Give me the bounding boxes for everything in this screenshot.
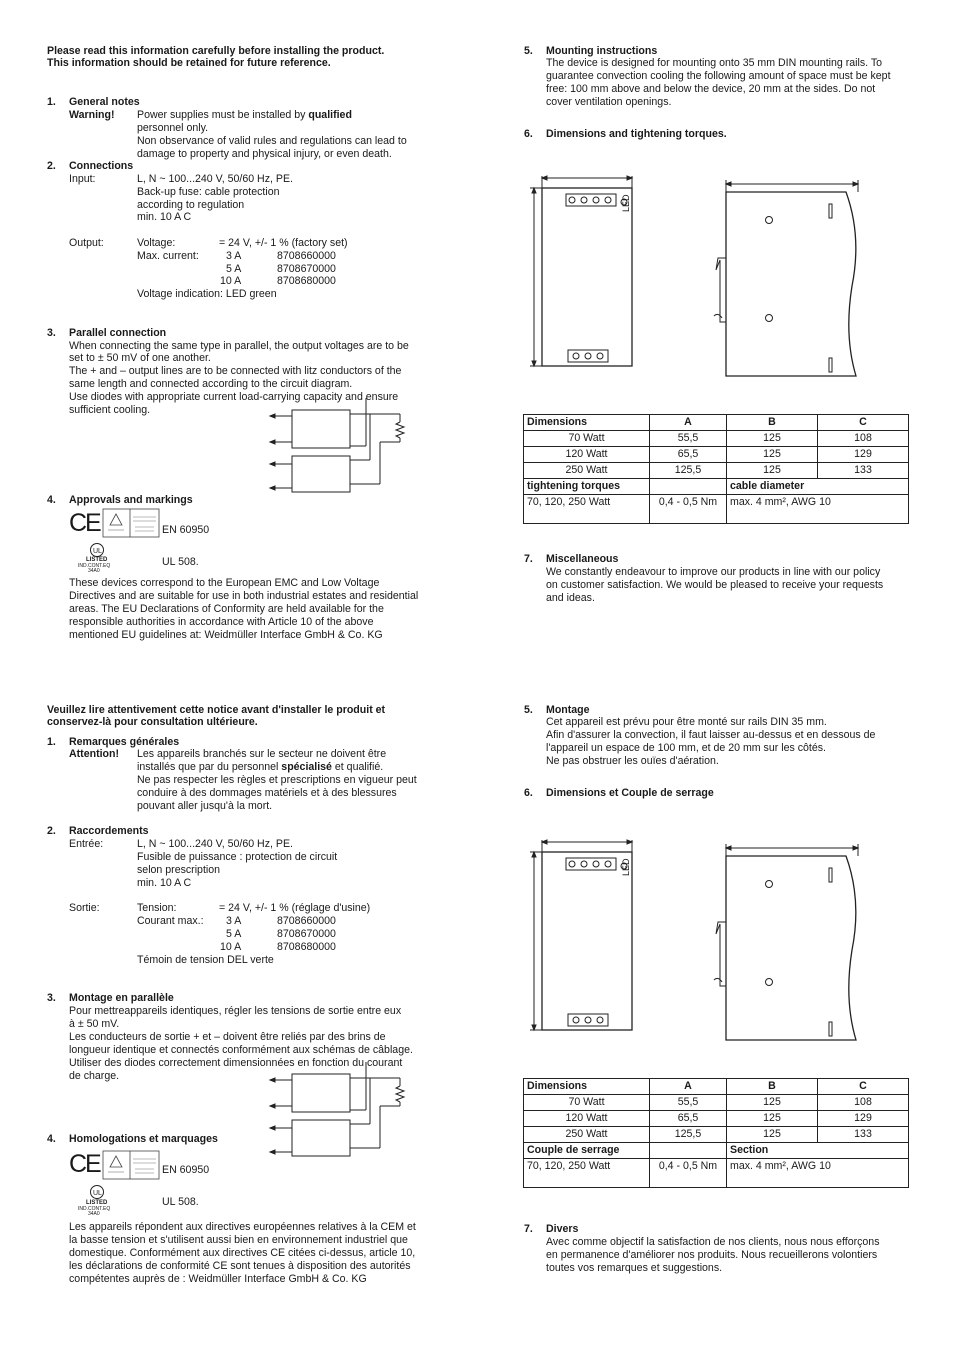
table-cell: 108: [818, 1095, 909, 1111]
table-cell: 70 Watt: [524, 1095, 650, 1111]
table-header: tightening torques: [524, 479, 650, 495]
article-number: 8708680000: [277, 275, 336, 287]
paragraph-line: Utiliser des diodes correctement dimensionnées en fonction du courant: [69, 1057, 403, 1069]
warning-label: Attention!: [69, 748, 120, 760]
section-title: Montage: [546, 704, 590, 716]
current-value: 5 A: [226, 928, 242, 940]
warning-line: Ne pas respecter les règles et prescriptions en vigueur peut: [137, 774, 417, 786]
section-title: Raccordements: [69, 825, 149, 837]
table-cell: 70, 120, 250 Watt: [524, 495, 650, 524]
table-row: [524, 1111, 909, 1127]
voltage-indication: Témoin de tension DEL verte: [137, 954, 274, 966]
input-line: Back-up fuse: cable protection: [137, 186, 280, 198]
table-row: [524, 431, 909, 447]
intro-line-1: Please read this information carefully before installing the product.: [47, 45, 385, 57]
paragraph-line: Afin d'assurer la convection, il faut laisser au-dessus et en dessous de: [546, 729, 876, 741]
current-value: 10 A: [220, 941, 242, 953]
ce-mark: CE: [69, 509, 100, 537]
warning-line: Non observance of valid rules and regulations can lead to: [137, 135, 407, 147]
table-row: [524, 1159, 909, 1188]
section-title: Dimensions et Couple de serrage: [546, 787, 714, 799]
section-title: Dimensions and tightening torques.: [546, 128, 727, 140]
dimensions-table: [523, 414, 909, 524]
table-cell: 108: [818, 431, 909, 447]
table-cell: 125,5: [650, 463, 727, 479]
input-line: L, N ~ 100...240 V, 50/60 Hz, PE.: [137, 838, 293, 850]
table-cell: 120 Watt: [524, 1111, 650, 1127]
paragraph-line: The + and – output lines are to be connected with litz conductors of the: [69, 365, 402, 377]
paragraph-line: mentioned EU guidelines at: Weidmüller Interface GmbH & Co. KG: [69, 629, 383, 641]
input-line: min. 10 A C: [137, 211, 192, 223]
table-cell: 133: [818, 1127, 909, 1143]
warning-label: Warning!: [69, 109, 115, 121]
parallel-circuit-diagram: [268, 396, 418, 496]
table-header: Dimensions: [524, 415, 650, 431]
paragraph-line: on customer satisfaction. We would be pleased to receive your requests: [546, 579, 884, 591]
table-header: A: [650, 415, 727, 431]
ul-number: 34A0: [88, 1211, 100, 1217]
paragraph-line: Les appareils répondent aux directives européennes relatives à la CEM et: [69, 1221, 416, 1233]
paragraph-line: la basse tension et s'utilisent aussi bien en environnement industriel que: [69, 1234, 408, 1246]
voltage-indication: Voltage indication: LED green: [137, 288, 277, 300]
paragraph-line: These devices correspond to the European EMC and Low Voltage: [69, 577, 380, 589]
table-header: C: [818, 1079, 909, 1095]
tuv-mark-icon: [102, 508, 160, 538]
table-cell: 250 Watt: [524, 1127, 650, 1143]
section-number: 2.: [47, 825, 56, 837]
standard-en: EN 60950: [162, 524, 210, 536]
section-title: Homologations et marquages: [69, 1133, 218, 1145]
section-number: 2.: [47, 160, 56, 172]
output-label: Sortie:: [69, 902, 100, 914]
table-row: [524, 495, 909, 524]
paragraph-line: en permanence d'améliorer nos produits. Nous recueillerons volontiers: [546, 1249, 878, 1261]
paragraph-line: guarantee convection cooling the following amount of space must be kept: [546, 70, 891, 82]
table-row: [524, 447, 909, 463]
table-cell: 0,4 - 0,5 Nm: [650, 495, 727, 524]
paragraph-line: l'appareil un espace de 100 mm, et de 20 mm sur les côtés.: [546, 742, 826, 754]
paragraph-line: à ± 50 mV.: [69, 1018, 120, 1030]
section-number: 1.: [47, 736, 56, 748]
current-value: 10 A: [220, 275, 242, 287]
paragraph-line: Use diodes with appropriate current load-carrying capacity and ensure: [69, 391, 399, 403]
table-row: [524, 1095, 909, 1111]
voltage-label: Tension:: [137, 902, 177, 914]
table-header: cable diameter: [727, 479, 909, 495]
table-cell: 0,4 - 0,5 Nm: [650, 1159, 727, 1188]
table-row: [524, 1127, 909, 1143]
table-subheader-row: [524, 479, 909, 495]
paragraph-line: les déclarations de conformité CE sont tenues à disposition des autorités: [69, 1260, 411, 1272]
table-header-row: [524, 415, 909, 431]
table-header-row: [524, 1079, 909, 1095]
table-cell: 70, 120, 250 Watt: [524, 1159, 650, 1188]
intro-line-1: Veuillez lire attentivement cette notice avant d'installer le produit et: [47, 704, 386, 716]
paragraph-line: responsible authorities in accordance with Article 10 of the above: [69, 616, 374, 628]
section-title: Parallel connection: [69, 327, 167, 339]
table-header: Couple de serrage: [524, 1143, 650, 1159]
paragraph-line: We constantly endeavour to improve our products in line with our policy: [546, 566, 881, 578]
article-number: 8708660000: [277, 915, 336, 927]
table-cell: 70 Watt: [524, 431, 650, 447]
side-view-drawing: [712, 176, 862, 378]
input-label: Entrée:: [69, 838, 104, 850]
intro-line-2: conservez-là pour consultation ultérieure.: [47, 716, 258, 728]
ul-logo-icon: [84, 1184, 110, 1200]
current-value: 3 A: [226, 250, 242, 262]
input-line: Fusible de puissance : protection de circuit: [137, 851, 338, 863]
table-cell: 129: [818, 447, 909, 463]
current-value: 3 A: [226, 915, 242, 927]
svg-text:UL: UL: [93, 548, 102, 555]
section-title: General notes: [69, 96, 140, 108]
section-number: 7.: [524, 1223, 533, 1235]
intro-line-2: This information should be retained for future reference.: [47, 57, 331, 69]
section-number: 4.: [47, 494, 56, 506]
paragraph-line: set to ± 50 mV of one another.: [69, 352, 211, 364]
table-cell: max. 4 mm², AWG 10: [727, 495, 909, 524]
standard-ul: UL 508.: [162, 1196, 199, 1208]
paragraph-line: areas. The EU Declarations of Conformity are held available for the: [69, 603, 384, 615]
table-cell: 65,5: [650, 1111, 727, 1127]
parallel-circuit-diagram: [268, 1060, 418, 1160]
table-header: Dimensions: [524, 1079, 650, 1095]
section-number: 1.: [47, 96, 56, 108]
section-number: 6.: [524, 787, 533, 799]
input-line: L, N ~ 100...240 V, 50/60 Hz, PE.: [137, 173, 293, 185]
table-cell: [650, 1143, 727, 1159]
article-number: 8708680000: [277, 941, 336, 953]
table-cell: 125,5: [650, 1127, 727, 1143]
input-line: according to regulation: [137, 199, 245, 211]
section-title: Montage en parallèle: [69, 992, 174, 1004]
standard-en: EN 60950: [162, 1164, 210, 1176]
tuv-mark-icon: [102, 1150, 160, 1180]
paragraph-line: Cet appareil est prévu pour être monté sur rails DIN 35 mm.: [546, 716, 827, 728]
table-cell: 65,5: [650, 447, 727, 463]
paragraph-line: toutes vos remarques et suggestions.: [546, 1262, 723, 1274]
section-number: 4.: [47, 1133, 56, 1145]
section-title: Miscellaneous: [546, 553, 619, 565]
table-cell: max. 4 mm², AWG 10: [727, 1159, 909, 1188]
warning-text: Power supplies must be installed by qualified: [137, 109, 352, 121]
warning-line: personnel only.: [137, 122, 209, 134]
input-line: min. 10 A C: [137, 877, 192, 889]
table-header: C: [818, 415, 909, 431]
table-cell: 125: [727, 431, 818, 447]
paragraph-line: Les conducteurs de sortie + et – doivent être reliés par des brins de: [69, 1031, 386, 1043]
paragraph-line: When connecting the same type in parallel, the output voltages are to be: [69, 340, 409, 352]
table-cell: 133: [818, 463, 909, 479]
section-title: Connections: [69, 160, 134, 172]
table-cell: 120 Watt: [524, 447, 650, 463]
section-number: 5.: [524, 704, 533, 716]
paragraph-line: Avec comme objectif la satisfaction de nos clients, nous nous efforçons: [546, 1236, 880, 1248]
table-cell: 55,5: [650, 1095, 727, 1111]
voltage-value: = 24 V, +/- 1 % (réglage d'usine): [219, 902, 371, 914]
led-label: LED: [621, 194, 631, 212]
section-number: 3.: [47, 992, 56, 1004]
ul-listed: LISTED: [86, 557, 108, 563]
table-row: [524, 463, 909, 479]
ul-listed: LISTED: [86, 1200, 108, 1206]
section-title: Divers: [546, 1223, 579, 1235]
dimensions-table: [523, 1078, 909, 1188]
section-number: 5.: [524, 45, 533, 57]
article-number: 8708670000: [277, 263, 336, 275]
table-subheader-row: [524, 1143, 909, 1159]
table-header: B: [727, 1079, 818, 1095]
section-number: 7.: [524, 553, 533, 565]
input-label: Input:: [69, 173, 96, 185]
warning-text: installés que par du personnel spécialisé et qualifié.: [137, 761, 384, 773]
warning-line: damage to property and physical injury, or even death.: [137, 148, 392, 160]
paragraph-line: longueur identique et connectés conformément aux schémas de câblage.: [69, 1044, 413, 1056]
paragraph-line: The device is designed for mounting onto 35 mm DIN mounting rails. To: [546, 57, 883, 69]
table-cell: 55,5: [650, 431, 727, 447]
table-header: A: [650, 1079, 727, 1095]
table-cell: 125: [727, 463, 818, 479]
current-label: Courant max.:: [137, 915, 204, 927]
section-number: 3.: [47, 327, 56, 339]
table-cell: 250 Watt: [524, 463, 650, 479]
table-cell: 125: [727, 1127, 818, 1143]
ce-mark: CE: [69, 1150, 100, 1178]
side-view-drawing: [712, 840, 862, 1042]
output-label: Output:: [69, 237, 104, 249]
ul-number: 34A0: [88, 568, 100, 574]
warning-line: conduire à des dommages matériels et à des blessures: [137, 787, 397, 799]
table-cell: [650, 479, 727, 495]
paragraph-line: and ideas.: [546, 592, 595, 604]
section-title: Mounting instructions: [546, 45, 658, 57]
section-number: 6.: [524, 128, 533, 140]
svg-text:UL: UL: [93, 1190, 102, 1197]
table-cell: 125: [727, 1111, 818, 1127]
paragraph-line: Directives and are suitable for use in both industrial estates and residential: [69, 590, 419, 602]
paragraph-line: sufficient cooling.: [69, 404, 151, 416]
table-header: Section: [727, 1143, 909, 1159]
table-cell: 125: [727, 1095, 818, 1111]
standard-ul: UL 508.: [162, 556, 199, 568]
article-number: 8708670000: [277, 928, 336, 940]
article-number: 8708660000: [277, 250, 336, 262]
paragraph-line: Pour mettreappareils identiques, régler les tensions de sortie entre eux: [69, 1005, 402, 1017]
ul-code: IND.CONT.EQ: [78, 1206, 111, 1212]
input-line: selon prescription: [137, 864, 221, 876]
table-header: B: [727, 415, 818, 431]
paragraph-line: same length and connected according to the circuit diagram.: [69, 378, 353, 390]
ul-logo-icon: [84, 542, 110, 558]
voltage-value: = 24 V, +/- 1 % (factory set): [219, 237, 348, 249]
voltage-label: Voltage:: [137, 237, 176, 249]
table-cell: 129: [818, 1111, 909, 1127]
ul-code: IND.CONT.EQ: [78, 563, 111, 569]
warning-line: Les appareils branchés sur le secteur ne doivent être: [137, 748, 387, 760]
table-cell: 125: [727, 447, 818, 463]
section-title: Approvals and markings: [69, 494, 193, 506]
current-label: Max. current:: [137, 250, 199, 262]
paragraph-line: compétentes auprès de : Weidmüller Interface GmbH & Co. KG: [69, 1273, 367, 1285]
paragraph-line: free: 100 mm above and below the device, 20 mm at the sides. Do not: [546, 83, 876, 95]
paragraph-line: de charge.: [69, 1070, 120, 1082]
paragraph-line: Ne pas obstruer les ouïes d'aération.: [546, 755, 719, 767]
current-value: 5 A: [226, 263, 242, 275]
warning-line: pouvant aller jusqu'à la mort.: [137, 800, 273, 812]
paragraph-line: cover ventilation openings.: [546, 96, 672, 108]
led-label: LED: [621, 858, 631, 876]
paragraph-line: domestique. Conformément aux directives CE citées ci-dessus, article 10,: [69, 1247, 416, 1259]
section-title: Remarques générales: [69, 736, 180, 748]
